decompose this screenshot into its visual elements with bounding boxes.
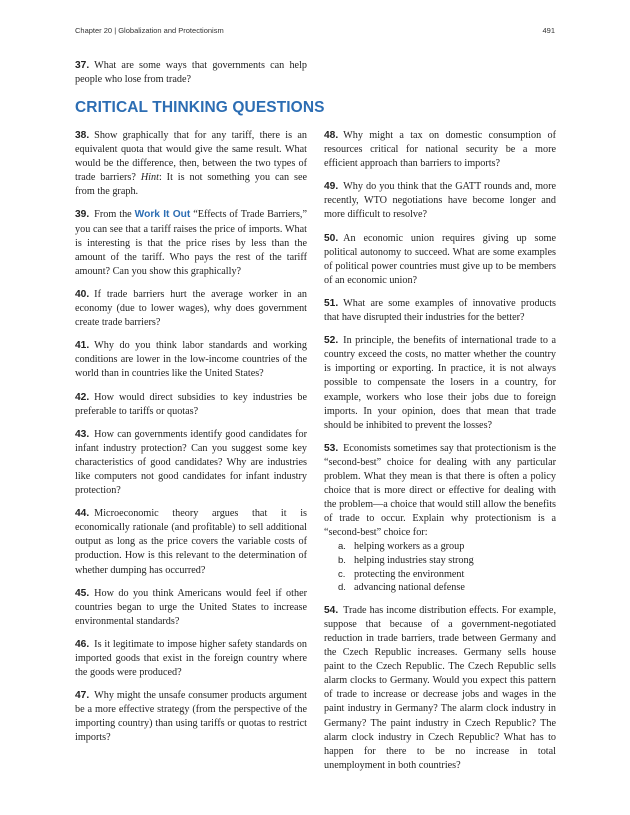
question-number: 44. [75,508,90,520]
question-number: 49. [324,181,339,193]
question-45 [75,587,307,629]
question-text: If trade barriers hurt the average worker in an economy (due to lower wages), why does government create trade barriers? [75,288,307,329]
chapter-title: Chapter 20 | Globalization and Protectionism [75,26,224,35]
question-number: 54. [324,604,339,616]
option-text: advancing national defense [354,582,465,594]
question-text: Why might the unsafe consumer products argument be a more effective strategy (from the perspective of the importing country) than using tariffs or quotas to restrict imports? [75,690,307,744]
hint-label: Hint [140,172,159,184]
question-38 [75,129,307,199]
option-letter: d. [338,582,346,594]
question-text: What are some ways that governments can help people who lose from trade? [75,60,307,86]
question-number: 37. [75,60,90,71]
question-number: 40. [75,288,90,300]
question-44 [75,507,307,577]
option-text: protecting the environment [354,568,465,580]
question-number: 38. [75,130,90,141]
option-text: helping workers as a group [354,541,465,553]
list-item [338,568,556,582]
question-text: Economists sometimes say that protectionism is the “second-best” choice for dealing with any particular problem. What they mean is that there is often a policy choice that is more direct or effective for dealing with the problem—a choice that would still allow the benefits of trade to occur. Explain why protectionism is a “second-best” choice for: [324,442,556,539]
option-text: helping industries stay strong [354,555,474,567]
question-47 [75,689,307,745]
question-number: 53. [324,442,339,454]
option-letter: c. [338,568,346,580]
question-number: 41. [75,340,90,352]
question-text: Trade has income distribution effects. For example, suppose that because of a government-negotiated reduction in trade barriers, trade between Germany and the Czech Republic increases. Germany sells house paint to the Czech Republic. The Czech Republic sells alarm clocks to Germany. Would you expect this pattern of trade to increase or decrease jobs and wages in the paint industry in Germany? The alarm clock industry in Germany? The paint industry in Czech Republic? The alarm clock industry in Czech Republic? What has to happen for there to be no increase in total unemployment in both countries? [324,604,556,771]
left-column [75,129,307,755]
question-43 [75,428,307,498]
question-text: What are some examples of innovative products that have disrupted their industries for the better? [324,297,556,324]
question-text: Why do you think that the GATT rounds and, more recently, WTO negotiations have become longer and more difficult to resolve? [324,181,556,221]
option-list [338,540,556,594]
question-46 [75,638,307,680]
list-item [338,581,556,595]
question-52 [324,334,556,433]
question-text-cont: : It is not something you can see from the graph. [75,172,307,198]
question-number: 46. [75,638,90,650]
question-number: 45. [75,587,90,599]
page-number: 491 [542,26,555,35]
question-50 [324,232,556,288]
question-number: 48. [324,130,339,141]
right-column [324,129,556,782]
question-39 [75,208,307,278]
question-text: Why do you think labor standards and working conditions are lower in the low-income countries of the world than in countries like the United States? [75,340,307,380]
section-title: CRITICAL THINKING QUESTIONS [75,99,325,116]
list-item [338,554,556,568]
question-text: Why might a tax on domestic consumption of resources critical for national security be a more efficient approach than barriers to imports? [324,130,556,170]
question-40 [75,288,307,330]
question-41 [75,339,307,381]
question-text: How can governments identify good candidates for infant industry protection? Can you suggest some key characteristics of good candidates? Why are industries like computers not good candidates for infant industry protection? [75,428,307,497]
page-header [75,26,555,40]
question-48 [324,129,556,171]
question-49 [324,180,556,222]
question-text: Microeconomic theory argues that it is economically rationale (and profitable) to sell additional output as long as the price covers the variable costs of production. How is this relevant to the determination of whether dumping has occurred? [75,508,307,576]
question-51 [324,297,556,325]
option-letter: b. [338,555,346,567]
question-number: 43. [75,428,90,440]
question-number: 50. [324,232,339,244]
question-53 [324,442,556,595]
question-number: 52. [324,335,339,347]
question-text: How do you think Americans would feel if other countries began to urge the United States to increase environmental standards? [75,587,307,627]
question-number: 47. [75,690,90,702]
question-number: 42. [75,391,90,403]
question-number: 39. [75,209,90,221]
option-letter: a. [338,541,346,553]
list-item [338,540,556,554]
work-it-out-link[interactable]: Work It Out [134,209,191,221]
question-text: In principle, the benefits of international trade to a country exceed the costs, no matter whether the country is importing or exporting. In practice, it is not always possible to compensate the losers in a country, for example, workers who lose their jobs due to foreign imports. In your opinion, does that mean that trade should be inhibited to prevent the losses? [324,335,556,431]
question-number: 51. [324,297,339,309]
question-text: How would direct subsidies to key industries be preferable to tariffs or quotas? [75,391,307,417]
question-54 [324,604,556,773]
question-text: From the [94,209,135,221]
question-text: An economic union requires giving up some political autonomy to succeed. What are some examples of political power countries must give up to be members of an economic union? [324,232,556,286]
question-42 [75,391,307,419]
question-text: Show graphically that for any tariff, there is an equivalent quota that would give the same result. What would be the difference, then, between the two types of trade barriers? [75,130,307,184]
question-text: Is it legitimate to impose higher safety standards on imported goods that exist in the foreign country where the goods were produced? [75,638,307,679]
question-text-cont: “Effects of Trade Barriers,” you can see that a tariff raises the price of imports. What is interesting is that the price rises by less than the amount of the tariff. Who pays the rest of the tariff amount? Can you show this graphically? [75,209,307,277]
question-37 [75,59,307,87]
